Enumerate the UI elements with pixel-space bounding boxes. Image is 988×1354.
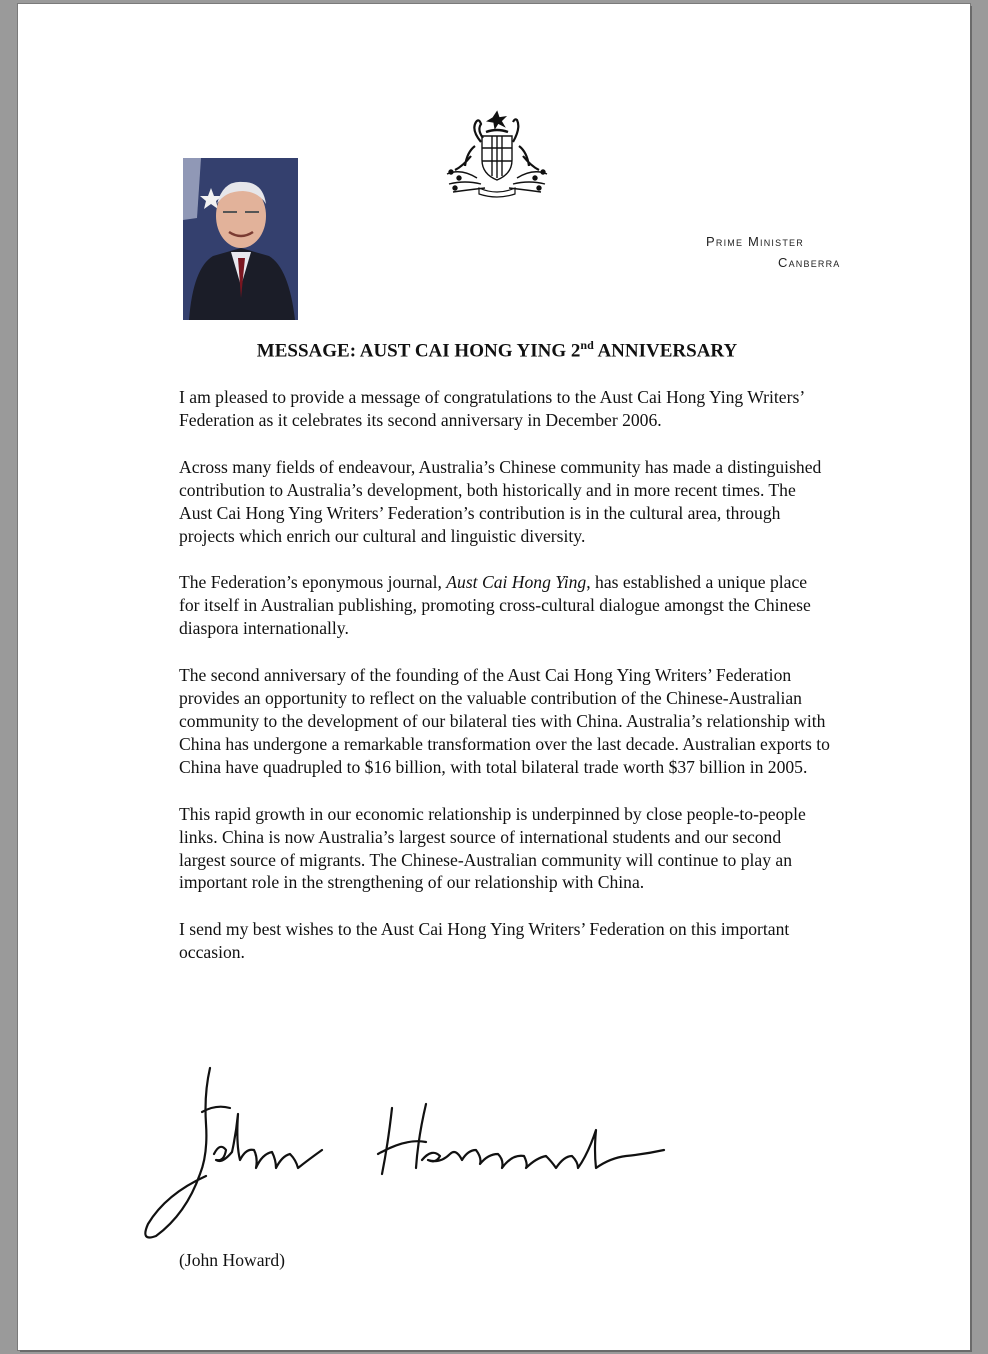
office-address bbox=[706, 230, 841, 273]
title-superscript: nd bbox=[580, 338, 594, 352]
paragraph-4: The second anniversary of the founding of the Aust Cai Hong Ying Writers’ Federation provides an opportunity to reflect on the valuable contribution of the Chinese-Australian community to the development of our bilateral ties with China. Australia’s relationship with China has undergone a remarkable transformation over the last decade. Australian exports to China have quadrupled to $16 billion, with total bilateral trade worth $37 billion in 2005. bbox=[179, 665, 830, 777]
paragraph-5: This rapid growth in our economic relationship is underpinned by close people-to-people links. China is now Australia’s largest source of international students and our second largest source of migrants. The Chinese-Australian community will continue to play an important role in the strengthening of our relationship with China. bbox=[179, 803, 806, 893]
paragraph-3-end: , has established a unique place for itself in Australian publishing, promoting cross-cultural dialogue amongst the Chinese diaspora internationally. bbox=[179, 572, 811, 639]
title-tail: ANNIVERSARY bbox=[593, 340, 738, 362]
paragraph-3 bbox=[179, 571, 831, 640]
handwritten-signature bbox=[126, 1064, 666, 1244]
paragraph-2: Across many fields of endeavour, Australia’s Chinese community has made a distinguished contribution to Australia’s development, both historically and in more recent times. The Aust Cai Hong Ying Writers’ Federation’s contribution is in the cultural area, through projects which enrich our cultural and linguistic diversity. bbox=[179, 456, 822, 546]
prime-minister-portrait bbox=[183, 158, 298, 320]
letter-page bbox=[18, 4, 970, 1350]
title-main: MESSAGE: AUST CAI HONG YING 2 bbox=[256, 340, 581, 362]
office-city: Canberra bbox=[778, 255, 841, 270]
commonwealth-coat-of-arms-icon bbox=[441, 108, 553, 200]
paragraph-3-start: The Federation’s eponymous journal, bbox=[179, 572, 447, 593]
letter-body bbox=[179, 386, 831, 988]
paragraph-1: I am pleased to provide a message of congratulations to the Aust Cai Hong Ying Writers’ Federation as it celebrates its second anniversary in December 2006. bbox=[179, 387, 804, 430]
letter-title bbox=[18, 338, 976, 362]
journal-title: Aust Cai Hong Ying bbox=[446, 572, 587, 593]
signatory-name: (John Howard) bbox=[179, 1250, 286, 1270]
paragraph-6: I send my best wishes to the Aust Cai Hong Ying Writers’ Federation on this important occasion. bbox=[179, 919, 790, 963]
office-title: Prime Minister bbox=[706, 234, 804, 249]
